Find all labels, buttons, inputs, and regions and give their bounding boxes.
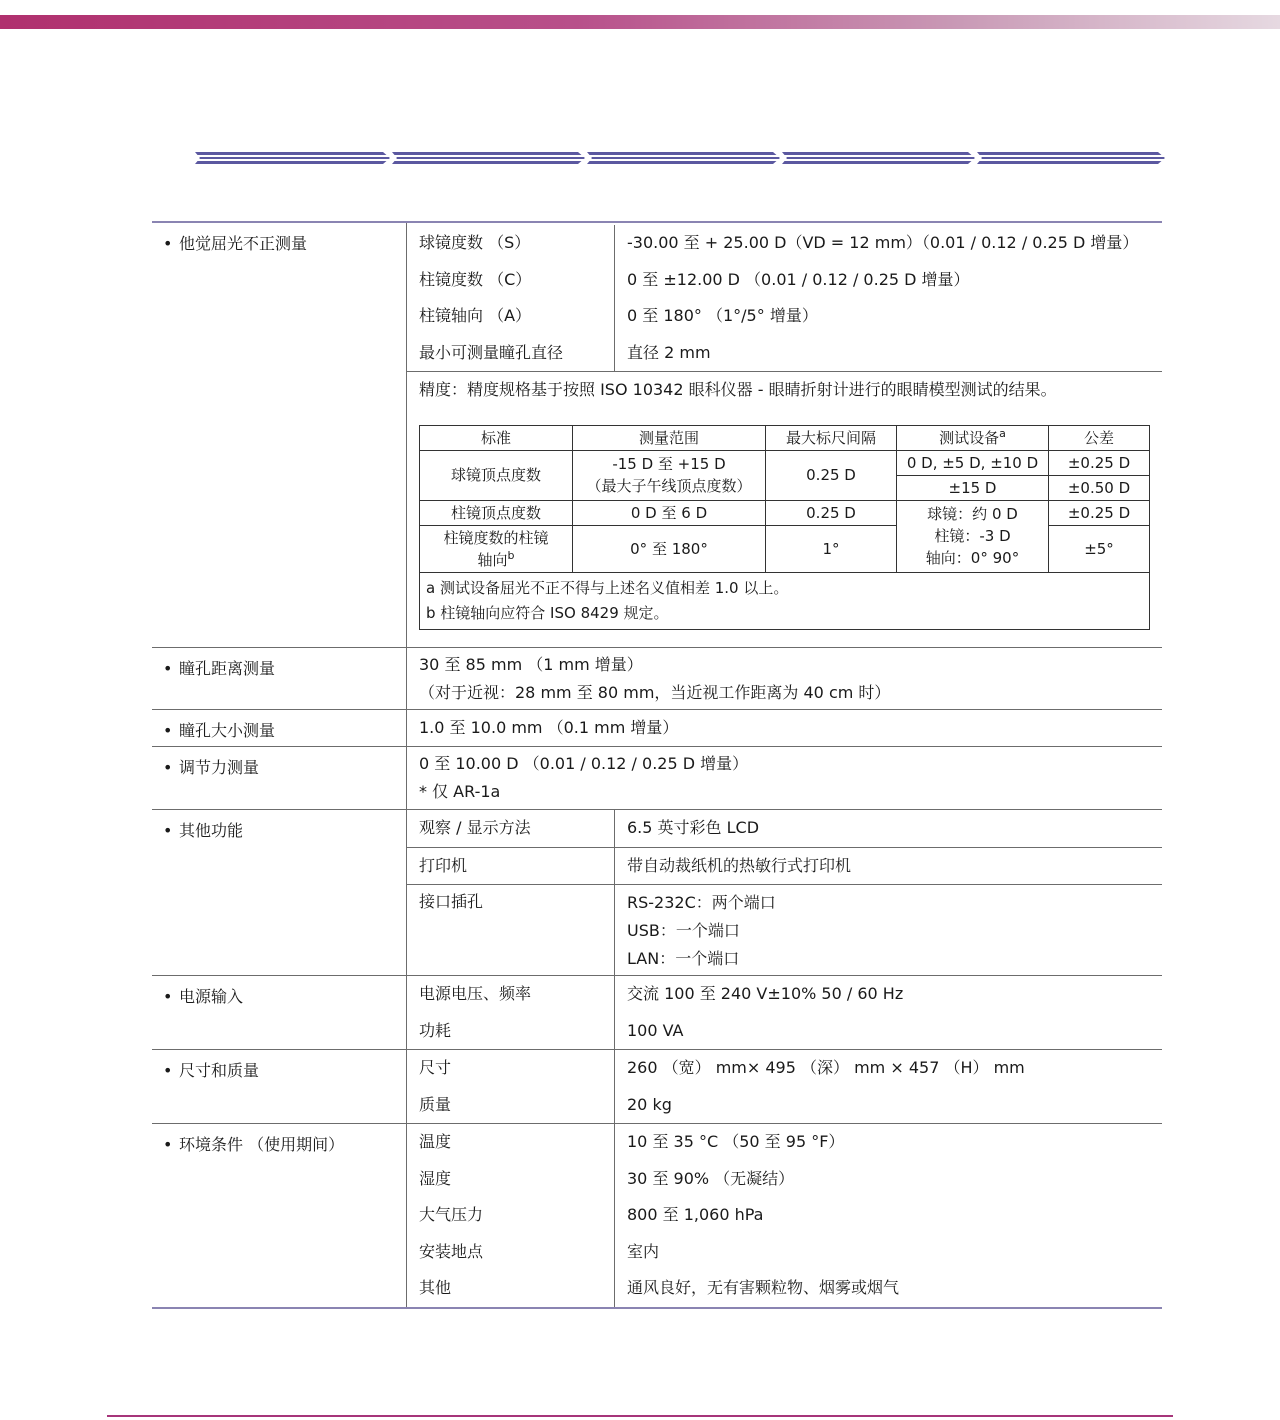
spec-row-refraction: [152, 223, 1162, 648]
bullet-icon: •: [163, 758, 173, 777]
table-cell: 球镜顶点度数: [420, 450, 573, 500]
spec-sub-row: 大气压力 800 至 1,060 hPa: [407, 1197, 1162, 1234]
table-footnotes: [420, 572, 1150, 629]
table-cell: ±0.50 D: [1049, 475, 1150, 500]
spec-sub-row: 尺寸 260 （宽） mm× 495 （深） mm × 457 （H） mm: [407, 1050, 1162, 1087]
section-label-environment: • 环境条件 （使用期间）: [152, 1124, 407, 1307]
accuracy-table: [419, 425, 1150, 630]
specifications-table: [152, 221, 1162, 1309]
spec-sub-row: 电源电压、频率 交流 100 至 240 V±10% 50 / 60 Hz: [407, 976, 1162, 1013]
section-label-pupil-size: • 瞳孔大小测量: [152, 710, 407, 747]
header-gradient-bar: [0, 15, 1280, 29]
spec-row-environment: [152, 1124, 1162, 1309]
section-label-refraction: • 他觉屈光不正测量: [152, 223, 407, 647]
spec-sub-row: 球镜度数 （S） -30.00 至 + 25.00 D（VD = 12 mm）（0.01 / 0.12 / 0.25 D 增量）: [407, 223, 1162, 262]
spec-row-accommodation: • 调节力测量 0 至 10.00 D （0.01 / 0.12 / 0.25 D 增量） * 仅 AR-1a: [152, 747, 1162, 810]
chevron-segment: [782, 152, 975, 164]
spec-row-dimensions: [152, 1050, 1162, 1124]
table-cell: 柱镜顶点度数: [420, 500, 573, 525]
table-cell: 球镜：约 0 D 柱镜：-3 D 轴向：0° 90°: [897, 500, 1049, 572]
spec-sub-row: 安装地点 室内: [407, 1234, 1162, 1271]
chevron-divider: [195, 151, 1165, 165]
chevron-segment: [392, 152, 585, 164]
section-label-other-functions: • 其他功能: [152, 810, 407, 975]
table-header: 测量范围: [573, 425, 766, 450]
footer-rule: [107, 1415, 1173, 1417]
footnote-a: a 测试设备屈光不正不得与上述名义值相差 1.0 以上。: [426, 578, 789, 597]
table-cell: -15 D 至 +15 D （最大子午线顶点度数）: [573, 450, 766, 500]
precision-block: [407, 371, 1162, 647]
spec-sub-row: 打印机 带自动裁纸机的热敏行式打印机: [407, 848, 1162, 886]
spec-sub-row: 最小可测量瞳孔直径 直径 2 mm: [407, 335, 1162, 372]
precision-note: 精度：精度规格基于按照 ISO 10342 眼科仪器 - 眼睛折射计进行的眼睛模型测试的结果。: [419, 380, 1057, 399]
spec-row-pupil-distance: • 瞳孔距离测量 30 至 85 mm （1 mm 增量） （对于近视：28 mm 至 80 mm，当近视工作距离为 40 cm 时）: [152, 648, 1162, 710]
section-label-accommodation: • 调节力测量: [152, 747, 407, 809]
spec-sub-row: 观察 / 显示方法 6.5 英寸彩色 LCD: [407, 810, 1162, 848]
table-cell: 0° 至 180°: [573, 525, 766, 572]
footnote-b: b 柱镜轴向应符合 ISO 8429 规定。: [426, 603, 669, 622]
table-cell: 0.25 D: [766, 450, 897, 500]
spec-sub-row: 湿度 30 至 90% （无凝结）: [407, 1161, 1162, 1198]
table-header: 公差: [1049, 425, 1150, 450]
spec-row-power: [152, 976, 1162, 1050]
spec-sub-row: 功耗 100 VA: [407, 1013, 1162, 1050]
bullet-icon: •: [163, 1061, 173, 1080]
spec-sub-row: 柱镜度数 （C） 0 至 ±12.00 D （0.01 / 0.12 / 0.25 D 增量）: [407, 262, 1162, 299]
chevron-segment: [977, 152, 1165, 164]
spec-row-other-functions: [152, 810, 1162, 976]
bullet-icon: •: [163, 987, 173, 1006]
bullet-icon: •: [163, 658, 173, 678]
bullet-icon: •: [163, 234, 173, 253]
table-cell: ±5°: [1049, 525, 1150, 572]
table-header: 测试设备$^a$: [897, 425, 1049, 450]
section-label-pupil-distance: • 瞳孔距离测量: [152, 648, 407, 709]
chevron-segment: [587, 152, 780, 164]
bullet-icon: •: [163, 821, 173, 840]
table-cell: 柱镜度数的柱镜 轴向$^b$: [420, 525, 573, 572]
table-header: 标准: [420, 425, 573, 450]
table-cell: 1°: [766, 525, 897, 572]
spec-sub-row: 温度 10 至 35 °C （50 至 95 °F）: [407, 1124, 1162, 1161]
section-label-dimensions: • 尺寸和质量: [152, 1050, 407, 1123]
spec-sub-row: 柱镜轴向 （A） 0 至 180° （1°/5° 增量）: [407, 298, 1162, 335]
table-cell: ±15 D: [897, 475, 1049, 500]
spec-sub-row: 其他 通风良好，无有害颗粒物、烟雾或烟气: [407, 1270, 1162, 1307]
bullet-icon: •: [163, 1135, 173, 1154]
table-cell: 0.25 D: [766, 500, 897, 525]
section-label-power: • 电源输入: [152, 976, 407, 1049]
spec-sub-row: 质量 20 kg: [407, 1087, 1162, 1124]
spec-sub-row: 接口插孔 RS-232C：两个端口 USB：一个端口 LAN：一个端口: [407, 885, 1162, 975]
table-header: 最大标尺间隔: [766, 425, 897, 450]
table-cell: ±0.25 D: [1049, 450, 1150, 475]
table-cell: 0 D 至 6 D: [573, 500, 766, 525]
table-cell: 0 D, ±5 D, ±10 D: [897, 450, 1049, 475]
chevron-segment: [195, 152, 390, 164]
spec-row-pupil-size: • 瞳孔大小测量 1.0 至 10.0 mm （0.1 mm 增量）: [152, 710, 1162, 748]
table-cell: ±0.25 D: [1049, 500, 1150, 525]
bullet-icon: •: [163, 720, 173, 740]
